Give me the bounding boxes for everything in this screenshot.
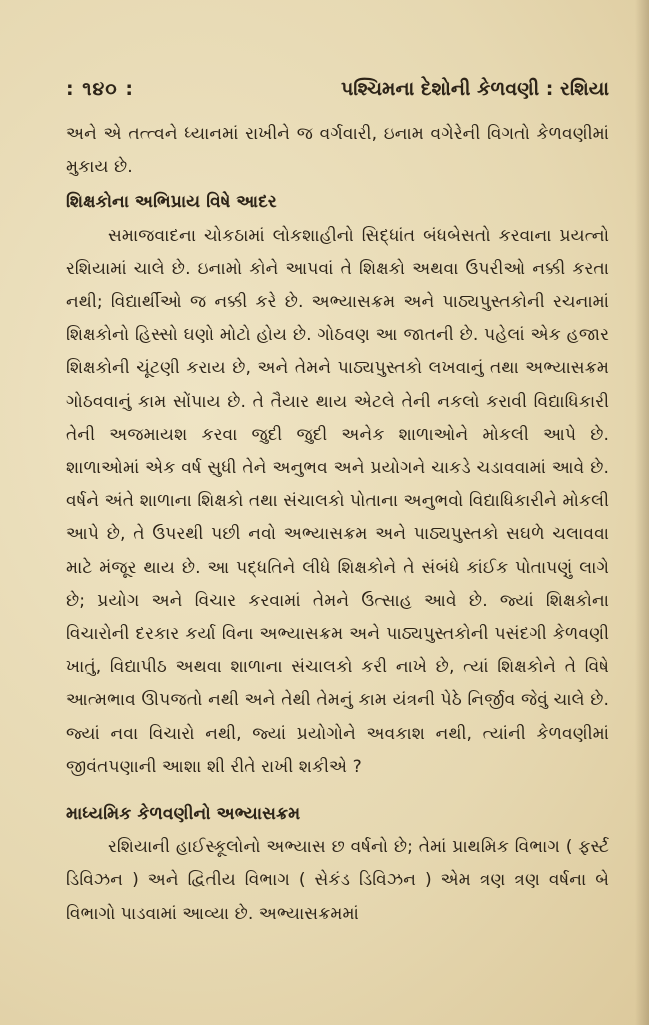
running-title: પશ્ચિમના દેશોની કેળવણી : રશિયા bbox=[340, 78, 609, 100]
continuation-paragraph: અને એ તત્ત્વને ધ્યાનમાં રાખીને જ વર્ગવારી, ઇનામ વગેરેની વિગતો કેળવણીમાં મુકાય છે. bbox=[66, 124, 609, 178]
section-heading-teachers-opinion: શિક્ષકોના અભિપ્રાય વિષે આદર bbox=[66, 192, 277, 213]
page-edge-shadow bbox=[635, 0, 649, 1025]
secondary-curriculum-paragraph: રશિયાની હાઈસ્કૂલોનો અભ્યાસ છ વર્ષનો છે; તેમાં પ્રાથમિક વિભાગ ( ફર્સ્ટ ડિવિઝન ) અને દ્વિતીય વિભાગ ( સેકંડ ડિવિઝન ) એમ ત્રણ ત્રણ વર્ષના બે વિભાગો પાડવામાં આવ્યા છે. અભ્યાસક્રમમાં bbox=[66, 837, 609, 924]
teachers-opinion-paragraph: સમાજવાદના ચોકઠામાં લોકશાહીનો સિદ્ધાંત બંધબેસતો કરવાના પ્રયત્નો રશિયામાં ચાલે છે. ઇનામો કોને આપવાં તે શિક્ષકો અથવા ઉપરીઓ નક્કી કરતા નથી; વિદ્યાર્થીઓ જ નક્કી કરે છે. અભ્યાસક્રમ અને પાઠ્યપુસ્તકોની રચનામાં શિક્ષકોનો હિસ્સો ઘણો મોટો હોય છે. ગોઠવણ આ જાતની છે. પહેલાં એક હજાર શિક્ષકોની ચૂંટણી કરાય છે, અને તેમને પાઠ્યપુસ્તકો લખવાનું તથા અભ્યાસક્રમ ગોઠવવાનું કામ સોંપાય છે. તે તૈયાર થાય એટલે તેની નકલો કરાવી વિદ્યાધિકારી તેની અજમાયશ કરવા જુદી જુદી અનેક શાળાઓને મોકલી આપે છે. શાળાઓમાં એક વર્ષ સુધી તેને અનુભવ અને પ્રયોગને ચાકડે ચડાવવામાં આવે છે. વર્ષને અંતે શાળાના શિક્ષકો તથા સંચાલકો પોતાના અનુભવો વિદ્યાધિકારીને મોકલી આપે છે, તે ઉપરથી પછી નવો અભ્યાસક્રમ અને પાઠ્યપુસ્તકો સઘળે ચલાવવા માટે મંજૂર થાય છે. આ પદ્ધતિને લીધે શિક્ષકોને તે સંબંધે કાંઈક પોતાપણું લાગે છે; પ્રયોગ અને વિચાર કરવામાં તેમને ઉત્સાહ આવે છે. જ્યાં શિક્ષકોના વિચારોની દરકાર કર્યા વિના અભ્યાસક્રમ અને પાઠ્યપુસ્તકોની પસંદગી કેળવણી ખાતું, વિદ્યાપીઠ અથવા શાળાના સંચાલકો કરી નાખે છે, ત્યાં શિક્ષકોને તે વિષે આત્મભાવ ઊપજતો નથી અને તેથી તેમનું કામ યંત્રની પેઠે નિર્જીવ જેવું ચાલે છે. જ્યાં નવા વિચારો નથી, જ્યાં પ્રયોગોને અવકાશ નથી, ત્યાંની કેળવણીમાં જીવંતપણાની આશા શી રીતે રાખી શકીએ ? bbox=[66, 225, 609, 777]
page-number: : ૧૪૦ : bbox=[66, 78, 134, 100]
page-header bbox=[66, 78, 609, 118]
section-heading-secondary-curriculum: માધ્યમિક કેળવણીનો અભ્યાસક્રમ bbox=[66, 804, 301, 825]
